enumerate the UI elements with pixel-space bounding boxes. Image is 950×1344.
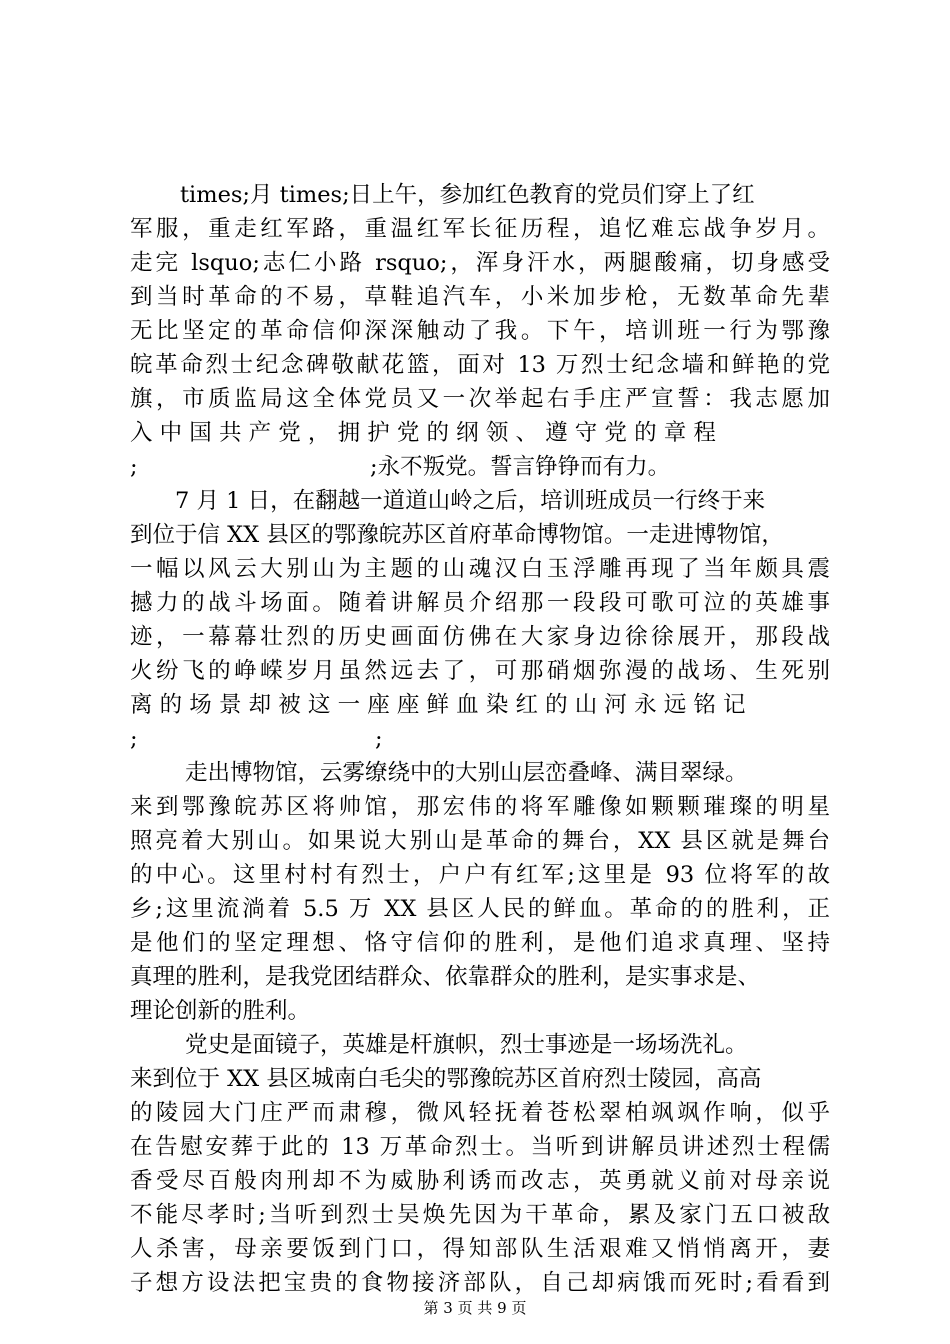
text-line: 无比坚定的革命信仰深深触动了我。下午，培训班一行为鄂豫 [130,318,830,344]
text-line: 撼力的战斗场面。随着讲解员介绍那一段段可歌可泣的英雄事 [130,590,830,616]
text-line: 离 的 场 景 却 被 这 一 座 座 鲜 血 染 红 的 山 河 永 远 铭 记 [130,692,746,718]
text-line: 旗，市质监局这全体党员又一次举起右手庄严宣誓：我志愿加 [130,386,830,412]
text-line: 7 月 1 日，在翻越一道道山岭之后，培训班成员一行终于来 [175,488,766,514]
text-line: 走出博物馆，云雾缭绕中的大别山层峦叠峰、满目翠绿。 [185,760,748,786]
text-line: 火纷飞的峥嵘岁月虽然远去了，可那硝烟弥漫的战场、生死别 [130,658,830,684]
text-line: 军服，重走红军路，重温红军长征历程，追忆难忘战争岁月。 [130,216,830,242]
text-fragment: ; [130,726,138,752]
text-fragment: ; [130,454,138,480]
text-line: 来到鄂豫皖苏区将帅馆，那宏伟的将军雕像如颗颗璀璨的明星 [130,794,830,820]
text-line: 来到位于 XX 县区城南白毛尖的鄂豫皖苏区首府烈士陵园，高高 [130,1066,762,1092]
text-line: 到位于信 XX 县区的鄂豫皖苏区首府革命博物馆。一走进博物馆， [130,522,784,548]
text-line: 香受尽百般肉刑却不为威胁利诱而改志，英勇就义前对母亲说 [130,1168,830,1194]
document-body [130,178,830,1300]
text-line: 走完 lsquo;志仁小路 rsquo;，浑身汗水，两腿酸痛，切身感受 [130,250,830,276]
page-number-footer: 第 3 页 共 9 页 [423,1299,527,1317]
text-line: 到当时革命的不易，草鞋追汽车，小米加步枪，无数革命先辈 [130,284,830,310]
text-line: 是他们的坚定理想、恪守信仰的胜利，是他们追求真理、坚持 [130,930,830,956]
text-line: 在告慰安葬于此的 13 万革命烈士。当听到讲解员讲述烈士程儒 [130,1134,830,1160]
text-fragment: ;永不叛党。誓言铮铮而有力。 [370,454,671,480]
text-line: 的中心。这里村村有烈士，户户有红军;这里是 93 位将军的故 [130,862,830,888]
text-line-oath-end [130,450,830,484]
text-line: 的陵园大门庄严而肃穆，微风轻抚着苍松翠柏飒飒作响，似乎 [130,1100,830,1126]
text-line: 人杀害，母亲要饭到门口，得知部队生活艰难又悄悄离开，妻 [130,1236,830,1262]
text-line: 入 中 国 共 产 党 ， 拥 护 党 的 纲 领 、 遵 守 党 的 章 程 [130,420,716,446]
text-line: 理论创新的胜利。 [130,998,311,1024]
text-line: times;月 times;日上午，参加红色教育的党员们穿上了红 [180,182,755,208]
text-line: 一幅以风云大别山为主题的山魂汉白玉浮雕再现了当年颇具震 [130,556,830,582]
text-line-museum-end [130,722,830,756]
text-fragment: ; [375,726,383,752]
text-line: 乡;这里流淌着 5.5 万 XX 县区人民的鲜血。革命的的胜利，正 [130,896,830,922]
text-line: 照亮着大别山。如果说大别山是革命的舞台，XX 县区就是舞台 [130,828,830,854]
text-line: 不能尽孝时;当听到烈士吴焕先因为干革命，累及家门五口被敌 [130,1202,830,1228]
text-line: 党史是面镜子，英雄是杆旗帜，烈士事迹是一场场洗礼。 [185,1032,748,1058]
text-line: 皖革命烈士纪念碑敬献花篮，面对 13 万烈士纪念墙和鲜艳的党 [130,352,830,378]
text-line: 迹，一幕幕壮烈的历史画面仿佛在大家身边徐徐展开，那段战 [130,624,830,650]
text-line: 真理的胜利，是我党团结群众、依靠群众的胜利，是实事求是、 [130,964,761,990]
text-line: 子想方设法把宝贵的食物接济部队，自己却病饿而死时;看看到 [130,1270,830,1296]
